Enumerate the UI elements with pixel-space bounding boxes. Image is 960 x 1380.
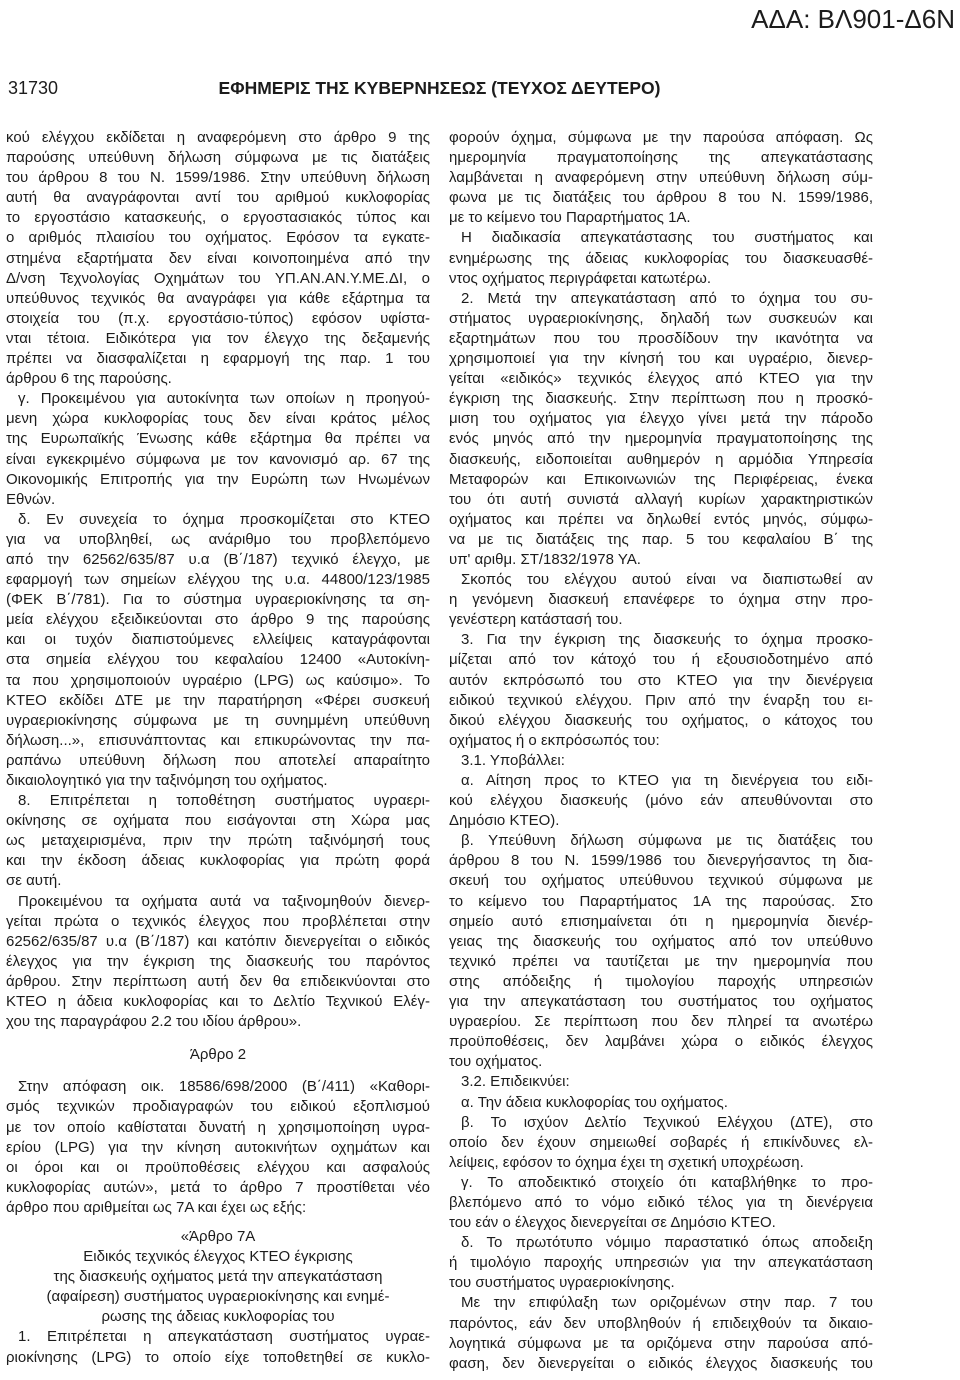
text-line: μενη χώρα κυκλοφορίας τους δεν είναι κράτος μέλος (6, 410, 430, 428)
text-line: 1. Επιτρέπεται η απεγκατάσταση συστήματος υγραε- (18, 1328, 430, 1346)
heading-line: Ειδικός τεχνικός έλεγχος ΚΤΕΟ έγκρισης (83, 1248, 353, 1266)
text-line: δ. Εν συνεχεία το όχημα προσκομίζεται στο ΚΤΕΟ (18, 510, 430, 528)
text-line: του άρθρου 8 του Ν. 1599/1986. Στην υπεύθυνη δήλωση (6, 169, 430, 187)
text-line: αυτή θα αναγράφονται αντί του αριθμού κυκλοφορίας (6, 189, 430, 207)
text-line: άρθρου 6 της παρούσης. (6, 370, 172, 388)
text-line: να με τις διατάξεις της παρ. 5 του κεφαλαίου Β΄ της (449, 530, 873, 548)
text-line: γενέστερη κατάστασή του. (449, 611, 623, 629)
text-line: 3.1. Υποβάλλει: (461, 751, 565, 769)
text-line: β. Υπεύθυνη δήλωση σύμφωνα με τις διατάξεις του (461, 832, 873, 850)
text-line: είναι εγκεκριμένο σύμφωνα με τον κανονισμό αρ. 67 της (6, 450, 430, 468)
text-line: άρθρου 8 του Ν. 1599/1986 του διενεργήσαντος τη δια- (449, 852, 873, 870)
paragraph (449, 289, 873, 570)
text-line: υπ' αριθμ. ΣΤ/1832/1978 ΥΑ. (449, 550, 641, 568)
text-line: και οι τυχόν διαπιστούμενες ελλείψεις καταγράφονται (6, 631, 430, 649)
text-line: άρθρου. Στην περίπτωση αυτή δεν θα επιδεικνύονται στο (6, 972, 430, 990)
heading-line: «Άρθρο 7Α (180, 1227, 256, 1245)
text-line: εξαρτημάτων που του προσδίδουν την ικανότητα να (449, 329, 873, 347)
page-number: 31730 (8, 78, 59, 98)
text-line: αυτόν εκπρόσωπό του στο ΚΤΕΟ για την διενέργεια (449, 671, 873, 689)
paragraph (449, 831, 873, 1072)
text-line: ο αριθμός πλαισίου του οχήματος. Εφόσον τα εγκατε- (6, 229, 430, 247)
text-line: κού ελέγχου εκδίδεται η αναφερόμενη στο άρθρο 9 της (6, 129, 430, 146)
text-line: μίζεται από τον κάτοχό του ή εξουσιοδοτημένο από (449, 651, 873, 669)
text-line: γ. Το αποδεικτικό στοιχείο ότι καταβλήθηκε το προ- (461, 1173, 873, 1191)
text-line: το κείμενο του Παραρτήματος 1Α της παρούσας. Στο (449, 892, 873, 910)
text-line: εφαρμογή των σημείων ελέγχου της υ.α. 44800/123/1985 (6, 571, 430, 589)
text-line: στήματος υγραεριοκίνησης, δηλαδή των συσκευών και (449, 309, 873, 327)
text-line: ενός μηνός από την ημερομηνία πραγματοποίησης της (449, 430, 873, 448)
text-line: δήλωση...», επισυνάπτοντας και επικυρώνοντας την πα- (6, 731, 430, 749)
text-line: άρθρο που αριθμείται ως 7Α και έχει ως εξής: (6, 1198, 307, 1216)
text-line: στης απόδειξης ή τιμολογίου παροχής υπηρεσιών (449, 972, 873, 990)
text-line: χου της παραγράφου 2.2 του ιδίου άρθρου». (6, 1013, 302, 1031)
paragraph (449, 570, 873, 630)
text-line: σημείο αυτό επισημαίνεται ότι η ημερομηνία διενέρ- (449, 912, 873, 930)
text-line: γ. Προκειμένου για αυτοκίνητα των οποίων η προηγού- (18, 390, 430, 408)
text-line: σε αυτή. (6, 872, 62, 890)
text-line: 2. Μετά την απεγκατάσταση από το όχημα του συ- (461, 289, 873, 307)
text-line: 8. Επιτρέπεται η τοποθέτηση συστήματος υγραερι- (18, 792, 430, 810)
text-line: η γενόμενη διασκευή επανέφερε το όχημα στην προ- (449, 591, 873, 609)
text-line: Προκειμένου τα οχήματα αυτά να ταξινομηθούν διενερ- (18, 892, 430, 910)
paragraph (449, 630, 873, 751)
text-line: λογητικά σύμφωνα με τα οριζόμενα στην παρούσα από- (449, 1334, 873, 1352)
article-heading (6, 1045, 430, 1065)
paragraph (449, 1173, 873, 1233)
ada-stamp: ΑΔΑ: ΒΛ901-Δ6Ν (751, 4, 955, 34)
text-line: δικαιολογητικό για την ταξινόμηση του οχήματος. (6, 772, 328, 789)
paragraph (449, 1113, 873, 1173)
text-line: κυκλοφορίας αυτών», μετά το άρθρο 7 προστίθεται νέο (6, 1178, 430, 1196)
text-line: γείται «ειδικός» τεχνικός έλεγχος από ΚΤΕΟ για την (449, 370, 873, 388)
text-line: οκίνησης σε οχήματα που εισάγονται στη Χώρα μας (6, 812, 430, 830)
text-line: υγραερίου. Σε περίπτωση που δεν πληρεί τα ανωτέρω (449, 1013, 873, 1031)
text-line: φωνα με τις διατάξεις του άρθρου 8 του Ν. 1599/1986, (449, 189, 873, 207)
text-line: χρησιμοποιεί για την κίνησή του και υγραέριο, διενερ- (449, 350, 873, 368)
text-line: Δ/νση Τεχνολογίας Οχημάτων του ΥΠ.ΑΝ.ΑΝ.Υ.ΜΕ.ΔΙ, ο (6, 269, 430, 287)
text-line: Οικονομικής Επιτροπής για την Ευρώπη των Ηνωμένων (6, 470, 430, 488)
text-line: β. Το ισχύον Δελτίο Τεχνικού Ελέγχου (ΔΤΕ), στο (461, 1113, 873, 1131)
text-line: τα που χρησιμοποιούν υγραέριο (LPG) ως καύσιμο». Το (6, 671, 430, 689)
paragraph (449, 128, 873, 228)
paragraph (6, 1327, 430, 1367)
text-line: Σκοπός του ελέγχου αυτού είναι να διαπιστωθεί αν (461, 571, 873, 589)
text-line: προϋποθέσεις, δεν λαμβάνει χώρα ο ειδικός έλεγχος (449, 1033, 873, 1051)
text-line: γειας της διασκευής του οχήματος από τον υπεύθυνο (449, 932, 873, 950)
paragraph (449, 1072, 873, 1092)
text-line: ερίου (LPG) για την κίνηση αυτοκινήτων οχημάτων και (6, 1138, 430, 1156)
text-line: μιση του οχήματος για έλεγχο γίνει μετά την πάροδο (449, 410, 873, 428)
left-column (6, 128, 430, 1368)
text-line: με τον οποίο καθίσταται δυνατή η χρησιμοποίηση υγρα- (6, 1118, 430, 1136)
text-line: διασκευής, ειδοποιείται αυθημερόν η αρμόδια Υπηρεσία (449, 450, 873, 468)
text-line: Με την επιφύλαξη των οριζομένων στην παρ. 7 του (461, 1294, 873, 1312)
text-line: φαση, δεν διενεργείται ο ειδικός έλεγχος διασκευής του (449, 1354, 873, 1372)
text-line: για να υποβληθεί, ως ανάριθμο του προβλεπόμενο (6, 530, 430, 548)
text-line: 3.2. Επιδεικνύει: (461, 1073, 570, 1091)
text-line: α. Την άδεια κυκλοφορίας του οχήματος. (461, 1093, 728, 1111)
paragraph (449, 751, 873, 771)
text-line: νται τέτοια. Ειδικότερα για τον έλεγχο της δεξαμενής (6, 329, 430, 347)
article-heading (6, 1227, 430, 1327)
text-line: της Ευρωπαϊκής Ένωσης κάθε εξάρτημα θα πρέπει να (6, 430, 430, 448)
text-line: έγκριση της διασκευής. Στην περίπτωση που η προσκό- (449, 390, 873, 408)
text-line: φορούν όχημα, σύμφωνα με την παρούσα απόφαση. Ως (449, 129, 873, 146)
paragraph (449, 1293, 873, 1373)
heading-line: της διασκευής οχήματος μετά την απεγκατάσταση (53, 1268, 383, 1286)
text-line: ΚΤΕΟ η άδεια κυκλοφορίας και το Δελτίο Τεχνικού Ελέγ- (6, 993, 430, 1011)
paragraph (6, 510, 430, 791)
text-line: και την έκδοση άδειας κυκλοφορίας για πρώτη φορά (6, 852, 430, 870)
gazette-title: ΕΦΗΜΕΡΙΣ ΤΗΣ ΚΥΒΕΡΝΗΣΕΩΣ (ΤΕΥΧΟΣ ΔΕΥΤΕΡΟ) (218, 78, 661, 98)
heading-line: (αφαίρεση) συστήματος υγραεριοκίνησης και ενημέ- (46, 1288, 390, 1306)
text-line: του ότι αυτή συνιστά αλλαγή κυρίων χαρακτηριστικών (449, 490, 873, 508)
paragraph (6, 128, 430, 389)
paragraph (449, 771, 873, 831)
text-line: Στην απόφαση οικ. 18586/698/2000 (Β΄/411) «Καθορι- (18, 1078, 430, 1096)
text-line: οχήματος και πρέπει να δηλωθεί εντός μηνός, σύμφω- (449, 510, 873, 528)
text-line: λείψεις, εφόσον το όχημα έχει τη σχετική υποχρέωση. (449, 1153, 804, 1171)
text-line: ημερομηνία πραγματοποίησης της απεγκατάστασης (449, 149, 873, 167)
text-line: σμός τεχνικών προδιαγραφών του ειδικού εξοπλισμού (6, 1098, 430, 1116)
text-line: στοιχεία του (π.χ. εργοστάσιο-τύπος) εφόσον υφίστα- (6, 309, 430, 327)
paragraph (449, 1233, 873, 1293)
text-line: υπεύθυνος τεχνικός θα αναγράφει για κάθε εξάρτημα τα (6, 289, 430, 307)
paragraph (6, 1077, 430, 1218)
text-line: δ. Το πρωτότυπο νόμιμο παραστατικό όπως αποδειξη (461, 1234, 873, 1252)
text-line: οχήματος ή ο εκπρόσωπός του: (449, 731, 660, 749)
text-line: ως μεταχειρισμένα, πριν την πρώτη ταξινόμησή τους (6, 832, 430, 850)
paragraph (449, 228, 873, 288)
text-line: ριοκίνησης (LPG) το οποίο είχε τοποθετηθεί σε κυκλο- (6, 1348, 430, 1366)
text-line: οποίο δεν έχουν σημειωθεί σοβαρές ή επικίνδυνες ελ- (449, 1133, 873, 1151)
text-line: ντος οχήματος περιγράφεται κατωτέρω. (449, 269, 712, 287)
text-line: Δημόσιο ΚΤΕΟ). (449, 812, 560, 830)
text-line: το εργοστάσιο κατασκευής, ο εργοστασιακός τύπος και (6, 209, 430, 227)
text-line: δικού ελέγχου διασκευής του οχήματος, ο κάτοχος του (449, 711, 873, 729)
text-line: με το κείμενο του Παραρτήματος 1Α. (449, 209, 691, 227)
text-line: ή τιμολόγιο παροχής υπηρεσιών για την απεγκατάσταση (449, 1254, 873, 1272)
text-line: από την 62562/635/87 υ.α (Β΄/187) τεχνικό έλεγχο, με (6, 550, 430, 568)
text-line: του εάν ο έλεγχος διενεργείται σε Δημόσιο ΚΤΕΟ. (449, 1214, 776, 1232)
heading-line: ρωσης της άδειας κυκλοφορίας του (101, 1308, 335, 1326)
text-line: τεχνικό πρέπει να ταυτίζεται με την ημερομηνία που (449, 952, 873, 970)
text-line: Εθνών. (6, 490, 56, 508)
text-line: ΚΤΕΟ εκδίδει ΔΤΕ με την παρατήρηση «Φέρει συσκευή (6, 691, 430, 709)
text-line: ραπάνω υπεύθυνη δήλωση που αποτελεί απαραίτητο (6, 751, 430, 769)
paragraph (449, 1093, 873, 1113)
text-line: σκευή του οχήματος υπεύθυνου τεχνικού σύμφωνα με (449, 872, 873, 890)
text-line: Η διαδικασία απεγκατάστασης του συστήματος και (461, 229, 873, 247)
text-line: στα σημεία ελέγχου του κεφαλαίου 12400 «Αυτοκίνη- (6, 651, 430, 669)
text-line: του οχήματος. (449, 1053, 543, 1071)
text-line: για την απεγκατάσταση του συστήματος του οχήματος (449, 993, 873, 1011)
text-line: του συστήματος υγραεριοκίνησης. (449, 1274, 675, 1292)
paragraph (6, 389, 430, 510)
text-line: α. Αίτηση προς το ΚΤΕΟ για τη διενέργεια του ειδι- (461, 772, 873, 789)
text-line: ειδικού τεχνικού ελέγχου. Πριν από την έναρξη του ει- (449, 691, 873, 709)
text-line: έλεγχος για την έγκριση της διασκευής του παρόντος (6, 952, 430, 970)
text-line: στημένα εξαρτήματα δεν είναι κοινοποιημένα από την (6, 249, 430, 267)
text-line: βλεπόμενο από το νόμο ειδικό τέλος για τη διενέργεια (449, 1193, 873, 1211)
text-line: πρέπει να διασφαλίζεται η εφαρμογή της παρ. 1 του (6, 350, 430, 368)
text-line: κού ελέγχου διασκευής (μόνο εάν απευθύνονται στο (449, 792, 873, 810)
text-line: παρούσης υπεύθυνη δήλωση σύμφωνα με τις διατάξεις (6, 149, 430, 167)
text-line: 62562/635/87 υ.α (Β΄/187) και κατόπιν διενεργείται ο ειδικός (6, 932, 430, 950)
paragraph (6, 892, 430, 1033)
text-line: υγραεριοκίνησης σύμφωνα με τη συνημμένη υπεύθυνη (6, 711, 430, 729)
text-line: οι όροι και οι προϋποθέσεις ελέγχου και ασφαλούς (6, 1158, 430, 1176)
heading-line: Άρθρο 2 (189, 1046, 247, 1064)
text-line: ενημέρωσης της άδειας κυκλοφορίας του διασκευασθέ- (449, 249, 873, 267)
right-column (449, 128, 873, 1374)
text-line: παρόντος, εάν δεν υποβληθούν ή επιδειχθούν τα δικαιο- (449, 1314, 873, 1332)
text-line: γείται πρώτα ο τεχνικός έλεγχος που προβλέπεται στην (6, 912, 430, 930)
paragraph (6, 791, 430, 891)
text-line: λαμβάνεται η αναφερόμενη στην υπεύθυνη δήλωση σύμ- (449, 169, 873, 187)
text-line: (ΦΕΚ Β΄/781). Για το σύστημα υγραεριοκίνησης τα ση- (6, 591, 430, 609)
text-line: Μεταφορών και Επικοινωνιών της Περιφέρειας, ένεκα (449, 470, 873, 488)
text-line: 3. Για την έγκριση της διασκευής το όχημα προσκο- (461, 631, 873, 649)
text-line: μεία ελέγχου εξειδικεύονται στο άρθρο 9 της παρούσης (6, 611, 430, 629)
